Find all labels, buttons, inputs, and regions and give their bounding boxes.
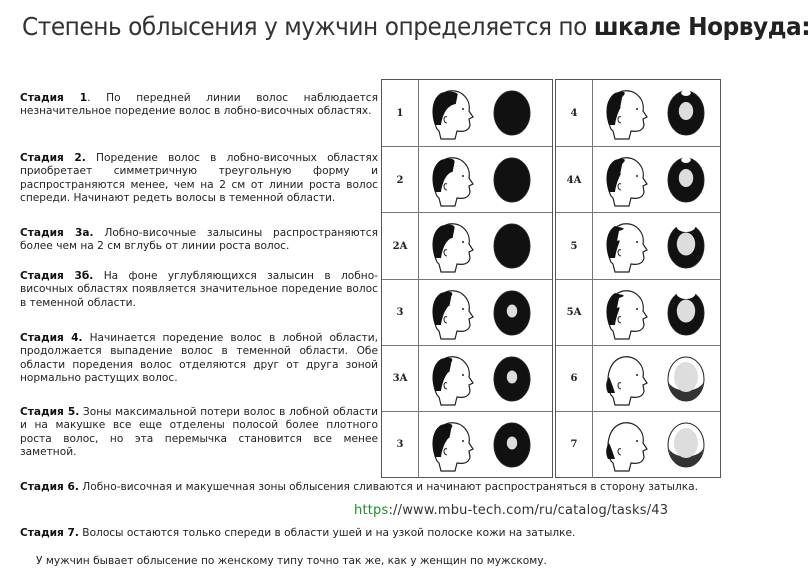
chart-left-row <box>382 212 552 279</box>
head-illustrations <box>419 412 552 478</box>
head-illustrations <box>593 280 720 346</box>
crown-view-head-icon <box>489 220 535 272</box>
crown-view-head-icon <box>663 353 709 405</box>
crown-view-head-icon <box>663 154 709 206</box>
profile-head-icon <box>425 285 477 341</box>
head-illustrations <box>593 412 720 478</box>
chart-right-row <box>556 411 720 478</box>
chart-left-row <box>382 279 552 346</box>
url-scheme: https <box>354 503 389 518</box>
stage-5-paragraph <box>20 406 378 460</box>
crown-view-head-icon <box>663 87 709 139</box>
crown-view-head-icon <box>489 154 535 206</box>
title-text: Степень облысения у мужчин определяется по <box>22 12 594 41</box>
stage-label: Стадия 3а. <box>20 227 94 239</box>
stage-text: Поредение волос в лобно-височных областях приобретает симметричную треугольную форму и распространяются менее, чем на 2 см от линии роста волос спереди. Начинают редеть волосы в теменной области. <box>20 152 378 205</box>
crown-view-head-icon <box>663 419 709 471</box>
stage-number-label: 3 <box>382 412 419 478</box>
stage-text: Зоны максимальной потери волос в лобной области и на макушке все еще отделены полосой более плотного роста волос, но эта перемычка становится все менее заметной. <box>20 406 378 459</box>
head-illustrations <box>593 147 720 213</box>
stage-label: Стадия 2. <box>20 152 86 164</box>
head-illustrations <box>419 346 552 412</box>
stage-2-paragraph <box>20 152 378 206</box>
head-illustrations <box>419 280 552 346</box>
profile-head-icon <box>425 351 477 407</box>
head-illustrations <box>419 147 552 213</box>
crown-view-head-icon <box>489 419 535 471</box>
profile-head-icon <box>599 152 651 208</box>
profile-head-icon <box>425 417 477 473</box>
stage-number-label: 7 <box>556 412 593 478</box>
stage-3a-paragraph <box>20 227 378 254</box>
stage-7-paragraph <box>20 527 720 540</box>
stage-text: . По передней линии волос наблюдается незначительное поредение волос в лобно-височных областях. <box>20 92 378 118</box>
chart-left-row <box>382 345 552 412</box>
stage-1-paragraph <box>20 92 378 119</box>
stage-number-label: 4A <box>556 147 593 213</box>
stage-number-label: 2A <box>382 213 419 279</box>
head-illustrations <box>593 80 720 146</box>
page-title <box>22 12 810 41</box>
head-illustrations <box>593 213 720 279</box>
stage-number-label: 3A <box>382 346 419 412</box>
profile-head-icon <box>599 417 651 473</box>
chart-left-row <box>382 80 552 146</box>
stage-text: Волосы остаются только спереди в области ушей и на узкой полоске кожи на затылке. <box>78 527 576 539</box>
title-bold-text: шкале Норвуда: <box>593 12 810 41</box>
profile-head-icon <box>599 218 651 274</box>
chart-right-row <box>556 146 720 213</box>
profile-head-icon <box>425 218 477 274</box>
stage-label: Стадия 6. <box>20 481 79 493</box>
stage-number-label: 2 <box>382 147 419 213</box>
stage-label: Стадия 7. <box>20 527 79 539</box>
profile-head-icon <box>599 351 651 407</box>
stage-3b-paragraph <box>20 270 378 310</box>
profile-head-icon <box>599 285 651 341</box>
stage-number-label: 5 <box>556 213 593 279</box>
stage-number-label: 3 <box>382 280 419 346</box>
crown-view-head-icon <box>489 287 535 339</box>
head-illustrations <box>593 346 720 412</box>
source-url-link[interactable] <box>354 503 668 518</box>
chart-right-row <box>556 212 720 279</box>
profile-head-icon <box>425 85 477 141</box>
stage-text: Лобно-височная и макушечная зоны облысения сливаются и начинают распространяться в сторону затылка. <box>78 481 698 493</box>
norwood-chart-left <box>381 79 553 478</box>
stage-text: Лобно-височные залысины распространяются более чем на 2 см вглубь от линии роста волос. <box>20 227 378 253</box>
stage-4-paragraph <box>20 332 378 386</box>
stage-number-label: 1 <box>382 80 419 146</box>
crown-view-head-icon <box>663 287 709 339</box>
chart-right-row <box>556 279 720 346</box>
chart-right-row <box>556 80 720 146</box>
crown-view-head-icon <box>663 220 709 272</box>
url-rest: ://www.mbu-tech.com/ru/catalog/tasks/43 <box>388 503 669 518</box>
chart-left-row <box>382 411 552 478</box>
norwood-chart-right <box>555 79 721 478</box>
stage-label: Стадия 5. <box>20 406 80 418</box>
stage-text: На фоне углубляющихся залысин в лобно-височных областях появляется значительное поредение волос в теменной области. <box>20 270 378 309</box>
footer-note: У мужчин бывает облысение по женскому типу точно так же, как у женщин по мужскому. <box>36 555 547 567</box>
stage-number-label: 5A <box>556 280 593 346</box>
head-illustrations <box>419 213 552 279</box>
chart-left-row <box>382 146 552 213</box>
crown-view-head-icon <box>489 353 535 405</box>
stage-number-label: 4 <box>556 80 593 146</box>
stage-number-label: 6 <box>556 346 593 412</box>
chart-right-row <box>556 345 720 412</box>
stage-6-paragraph <box>20 481 720 494</box>
head-illustrations <box>419 80 552 146</box>
profile-head-icon <box>599 85 651 141</box>
stage-label: Стадия 4. <box>20 332 83 344</box>
crown-view-head-icon <box>489 87 535 139</box>
profile-head-icon <box>425 152 477 208</box>
stage-label: Стадия 3б. <box>20 270 94 282</box>
stage-label: Стадия 1 <box>20 92 88 104</box>
stage-text: Начинается поредение волос в лобной области, продолжается выпадение волос в теменной области. Обе области поредения волос отделяются друг от друга зоной нормально растущих волос. <box>20 332 378 385</box>
